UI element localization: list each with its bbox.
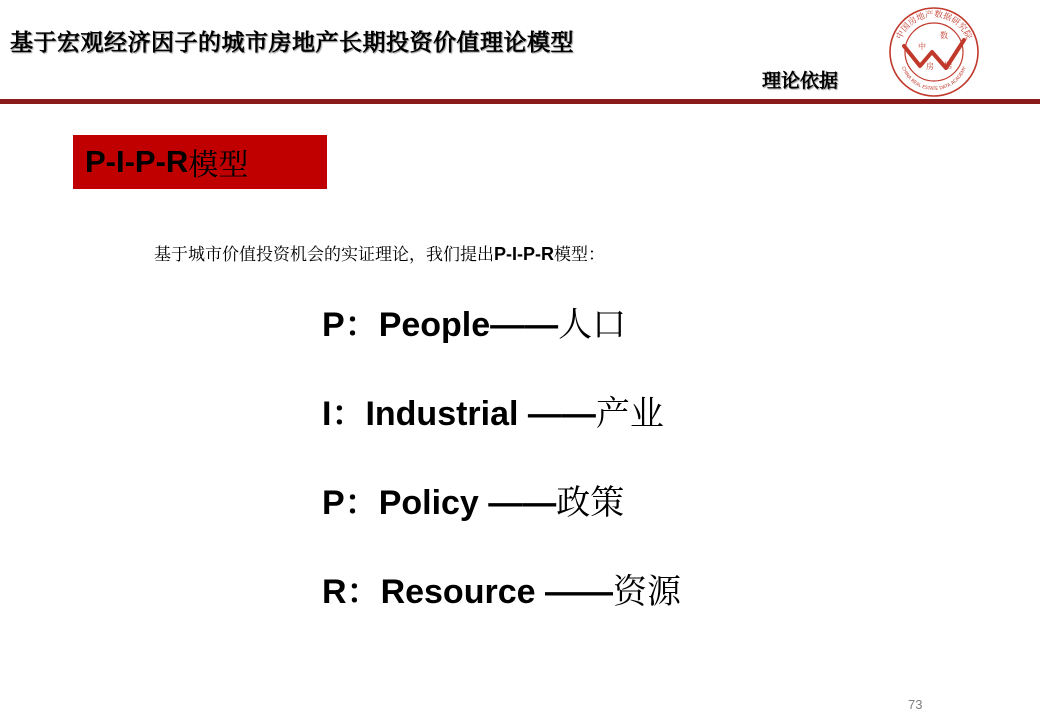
factor-key: P：	[322, 484, 379, 522]
logo-ring-text-top: 中国房地产数据研究院	[894, 9, 974, 42]
factor-item-policy	[322, 480, 681, 569]
logo-char-1: 中	[918, 42, 926, 51]
slide-subtitle: 理论依据	[762, 70, 839, 92]
factor-term: Resource	[380, 573, 545, 611]
intro-text	[154, 240, 605, 265]
section-badge	[73, 135, 327, 189]
factor-term: Policy	[378, 484, 489, 522]
factor-item-people	[322, 302, 681, 391]
factor-key: R：	[322, 573, 381, 611]
intro-prefix: 基于城市价值投资机会的实证理论，我们提出	[154, 245, 494, 265]
section-badge-cjk: 模型	[188, 148, 249, 183]
factor-meaning: 政策	[556, 483, 625, 523]
logo-char-3: 房	[926, 62, 934, 71]
section-badge-latin: P-I-P-R	[85, 144, 189, 179]
factor-meaning: 资源	[612, 572, 681, 612]
factor-term: People	[378, 306, 491, 344]
slide-title: 基于宏观经济因子的城市房地产长期投资价值理论模型	[10, 30, 574, 56]
page-number: 73	[908, 697, 923, 712]
factor-dash: ——	[527, 395, 596, 433]
factor-meaning: 人口	[558, 305, 627, 345]
logo-char-4: 据	[944, 61, 952, 70]
factor-dash: ——	[544, 573, 613, 611]
academy-logo	[886, 6, 982, 98]
factor-item-resource	[322, 569, 681, 658]
factor-term: Industrial	[365, 395, 528, 433]
chart-line-icon	[904, 40, 964, 68]
intro-model-name: P-I-P-R	[494, 244, 554, 264]
logo-ring-text-bottom: CHINA REAL ESTATE DATA ACADEMY	[900, 66, 968, 92]
header-divider	[0, 99, 1040, 104]
factor-key: P：	[322, 306, 379, 344]
factor-dash: ——	[490, 306, 559, 344]
factor-dash: ——	[488, 484, 557, 522]
factor-item-industrial	[322, 391, 681, 480]
factor-key: I：	[322, 395, 366, 433]
pipr-factor-list	[322, 302, 681, 658]
intro-suffix: 模型：	[554, 245, 605, 265]
logo-char-2: 数	[940, 31, 948, 40]
factor-meaning: 产业	[595, 394, 664, 434]
